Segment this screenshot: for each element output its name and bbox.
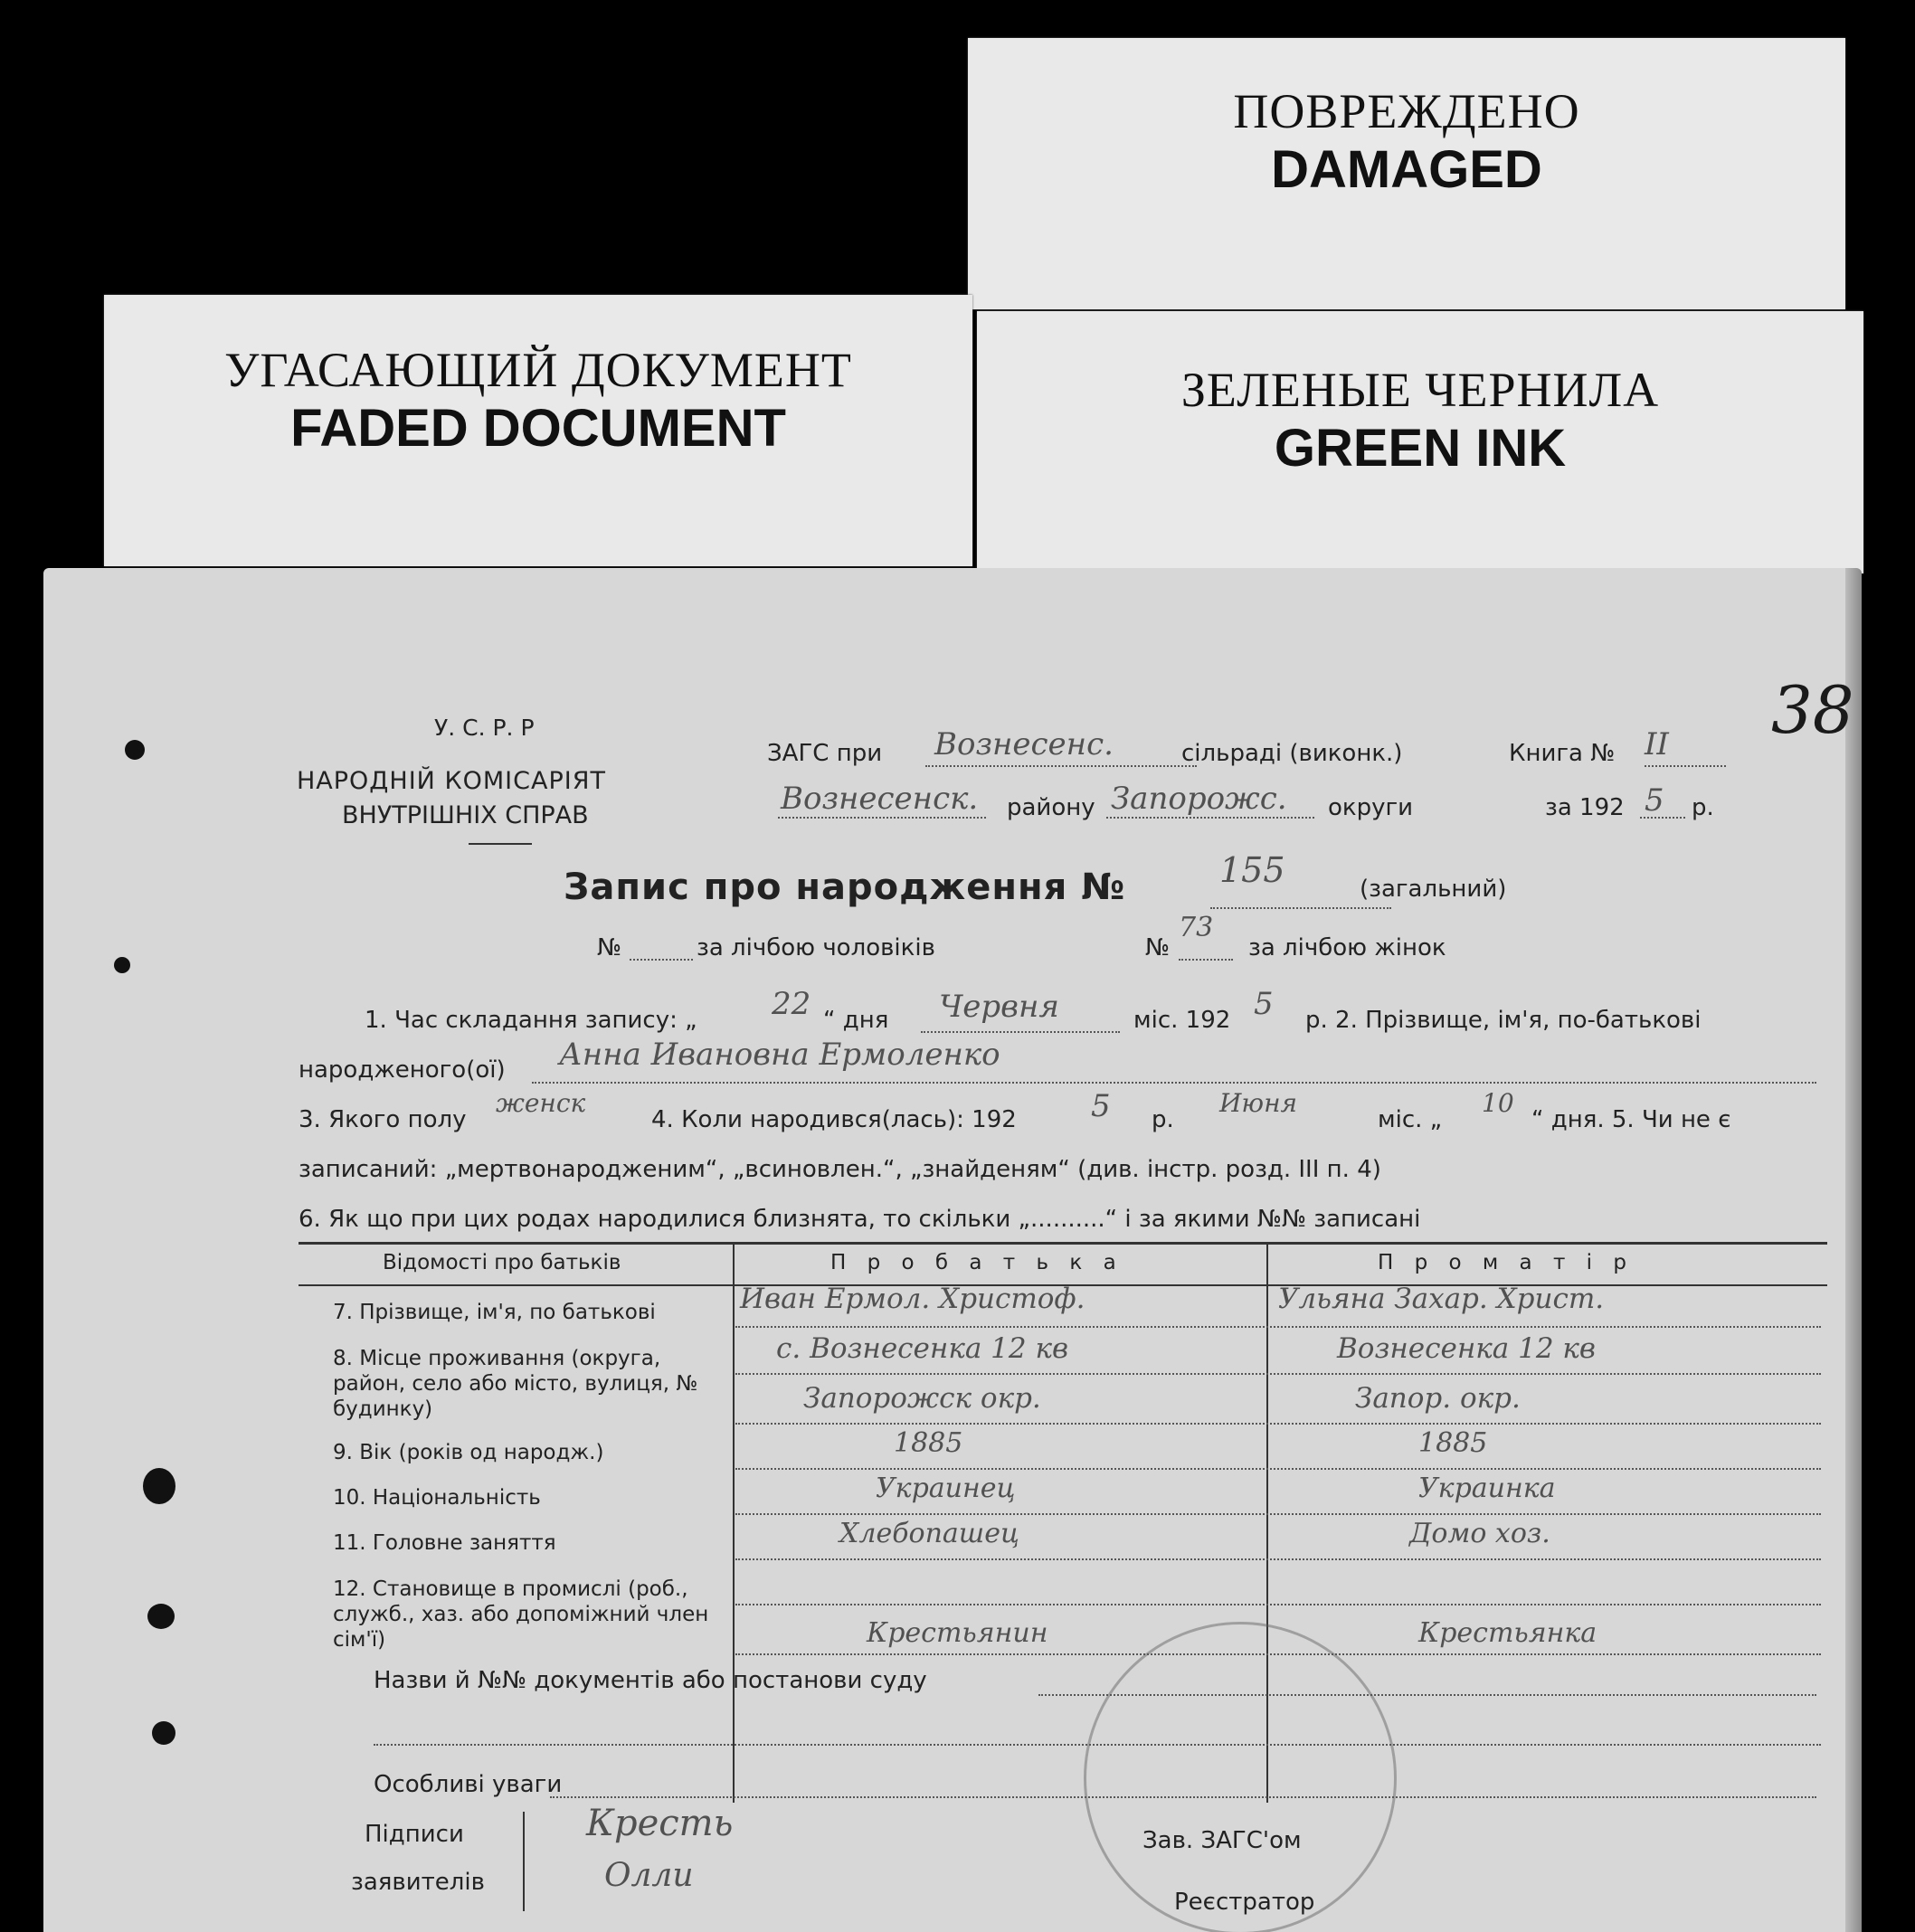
fill-line <box>550 1796 1816 1798</box>
commissariat-heading: НАРОДНІЙ КОМІСАРІЯТ <box>297 767 606 795</box>
line1-d: р. 2. Прізвище, ім'я, по-батькові <box>1305 1007 1702 1034</box>
fill-line <box>1038 1694 1816 1696</box>
green-label-en: GREEN INK <box>1274 419 1567 478</box>
village-council-label: сільраді (виконк.) <box>1181 740 1403 767</box>
row10-father: Украинец <box>876 1473 1016 1504</box>
row8b-father: Запорожск окр. <box>803 1382 1041 1415</box>
row11-mother: Домо хоз. <box>1409 1518 1550 1549</box>
bracket <box>523 1812 525 1911</box>
birth-record-sheet <box>43 568 1862 1932</box>
damaged-label <box>968 38 1845 309</box>
damaged-label-ru: ПОВРЕЖДЕНО <box>1233 84 1580 138</box>
row12-father: Крестьянин <box>867 1617 1048 1649</box>
record-title: Запис про народження № <box>564 867 1126 908</box>
line3-c: р. <box>1152 1106 1174 1133</box>
line3-e: “ дня. 5. Чи не є <box>1531 1106 1731 1133</box>
district-handwritten: Вознесенск. <box>781 781 979 817</box>
men-number-label: № <box>597 934 622 961</box>
divider <box>469 843 532 845</box>
punch-hole <box>114 957 130 973</box>
row7-mother: Ульяна Захар. Христ. <box>1278 1283 1605 1315</box>
women-number-handwritten: 73 <box>1179 912 1214 943</box>
fill-line <box>1106 817 1314 819</box>
line2-name-handwritten: Анна Ивановна Ермоленко <box>559 1037 1000 1073</box>
fill-line <box>778 817 986 819</box>
sheet-edge <box>1845 568 1862 1932</box>
row9-mother: 1885 <box>1418 1427 1488 1459</box>
book-label: Книга № <box>1509 740 1616 767</box>
head-label: Зав. ЗАГС'ом <box>1142 1827 1302 1854</box>
registrar-label: Реєстратор <box>1174 1889 1315 1916</box>
row12-label: 12. Становище в промислі (роб., служб., хаз. або допоміжний член сім'ї) <box>333 1577 709 1652</box>
row11-father: Хлебопашец <box>839 1518 1019 1549</box>
row8-label: 8. Місце проживання (округа, район, село або місто, вулиця, № будинку) <box>333 1347 698 1421</box>
row7-father: Иван Ермол. Христоф. <box>740 1283 1085 1315</box>
line1-b: “ дня <box>823 1007 889 1034</box>
zags-at-label: ЗАГС при <box>767 740 883 767</box>
row9-label: 9. Вік (років од народж.) <box>333 1441 604 1464</box>
row9-father: 1885 <box>894 1427 963 1459</box>
punch-hole <box>152 1721 175 1745</box>
fill-line <box>1645 765 1726 767</box>
general-label: (загальний) <box>1360 876 1507 903</box>
fill-line <box>630 959 693 961</box>
applicants-label: заявителів <box>351 1869 485 1896</box>
fill-line <box>925 765 1197 767</box>
table-header-father: П р о б а т ь к а <box>830 1251 1123 1274</box>
punch-hole <box>147 1604 175 1629</box>
row10-mother: Украинка <box>1418 1473 1556 1504</box>
line1-a: 1. Час складання запису: „ <box>365 1007 697 1034</box>
damaged-label-en: DAMAGED <box>1271 140 1542 199</box>
table-col-rule <box>733 1242 735 1803</box>
row11-label: 11. Головне заняття <box>333 1531 556 1555</box>
table-top-rule <box>299 1242 1827 1245</box>
line3-day-handwritten: 10 <box>1482 1088 1514 1118</box>
line3-d: міс. „ <box>1378 1106 1443 1133</box>
zags-handwritten: Вознесенс. <box>934 726 1114 762</box>
row7-label: 7. Прізвище, ім'я, по батькові <box>333 1301 656 1324</box>
fill-line <box>735 1423 1821 1425</box>
green-ink-label <box>977 311 1863 573</box>
line4: записаний: „мертвонародженим“, „всиновлен.“, „знайденям“ (див. інстр. розд. III п. 4) <box>299 1156 1381 1183</box>
row12-mother: Крестьянка <box>1418 1617 1597 1649</box>
fill-line <box>1640 817 1685 819</box>
line3-sex-handwritten: женск <box>496 1088 586 1118</box>
internal-affairs-heading: ВНУТРІШНІХ СПРАВ <box>342 801 589 829</box>
punch-hole <box>143 1468 175 1504</box>
faded-document-label <box>104 295 972 566</box>
fill-line <box>735 1468 1821 1470</box>
women-number-label: № <box>1145 934 1171 961</box>
women-count-label: за лічбою жінок <box>1248 934 1446 961</box>
year-suffix: р. <box>1692 794 1714 821</box>
row8b-mother: Запор. окр. <box>1355 1382 1521 1415</box>
line3-b: 4. Коли народився(лась): 192 <box>651 1106 1017 1133</box>
fill-line <box>735 1513 1821 1515</box>
green-label-ru: ЗЕЛЕНЫЕ ЧЕРНИЛА <box>1180 363 1660 417</box>
fill-line <box>1210 907 1391 909</box>
district-label: району <box>1007 794 1095 821</box>
line2-a: народженого(ої) <box>299 1056 506 1084</box>
line1-year-handwritten: 5 <box>1254 986 1274 1022</box>
page-number: 38 <box>1771 672 1854 748</box>
fill-line <box>735 1373 1821 1375</box>
line3-year-handwritten: 5 <box>1091 1088 1111 1124</box>
row10-label: 10. Національність <box>333 1486 541 1510</box>
year-handwritten: 5 <box>1645 782 1664 819</box>
record-number-handwritten: 155 <box>1219 850 1285 890</box>
line3-month-handwritten: Июня <box>1219 1088 1298 1118</box>
okrug-handwritten: Запорожс. <box>1111 781 1287 817</box>
line3-a: 3. Якого полу <box>299 1106 467 1133</box>
line5: 6. Як що при цих родах народилися близнята, то скільки „..........“ і за якими №№ записані <box>299 1206 1421 1233</box>
fill-line <box>735 1558 1821 1560</box>
table-header-parents: Відомості про батьків <box>383 1251 621 1274</box>
fill-line <box>532 1082 1816 1084</box>
fill-line <box>735 1604 1821 1605</box>
applicant-signature-2: Олли <box>604 1857 694 1894</box>
line1-month-handwritten: Червня <box>939 989 1059 1025</box>
notes-label: Особливі уваги <box>374 1771 563 1798</box>
faded-stamp <box>1084 1622 1397 1932</box>
punch-hole <box>125 740 145 760</box>
fill-line <box>921 1031 1120 1033</box>
faded-label-en: FADED DOCUMENT <box>290 399 786 458</box>
line1-c: міс. 192 <box>1133 1007 1231 1034</box>
table-header-mother: П р о м а т і р <box>1378 1251 1634 1274</box>
fill-line <box>1179 959 1233 961</box>
row8-mother: Вознесенка 12 кв <box>1337 1332 1596 1365</box>
book-handwritten: II <box>1645 726 1669 762</box>
signatures-label: Підписи <box>365 1821 464 1848</box>
row8-father: с. Вознесенка 12 кв <box>776 1332 1069 1365</box>
applicant-signature-1: Кресть <box>586 1803 734 1844</box>
year-prefix: за 192 <box>1545 794 1625 821</box>
okrug-label: округи <box>1328 794 1414 821</box>
line1-day-handwritten: 22 <box>772 986 811 1022</box>
docs-label: Назви й №№ документів або постанови суду <box>374 1667 927 1694</box>
faded-label-ru: УГАСАЮЩИЙ ДОКУМЕНТ <box>224 343 852 397</box>
fill-line <box>735 1326 1821 1328</box>
ussr-heading: У. С. Р. Р <box>434 715 535 741</box>
men-count-label: за лічбою чоловіків <box>697 934 935 961</box>
fill-line <box>374 1744 1821 1746</box>
